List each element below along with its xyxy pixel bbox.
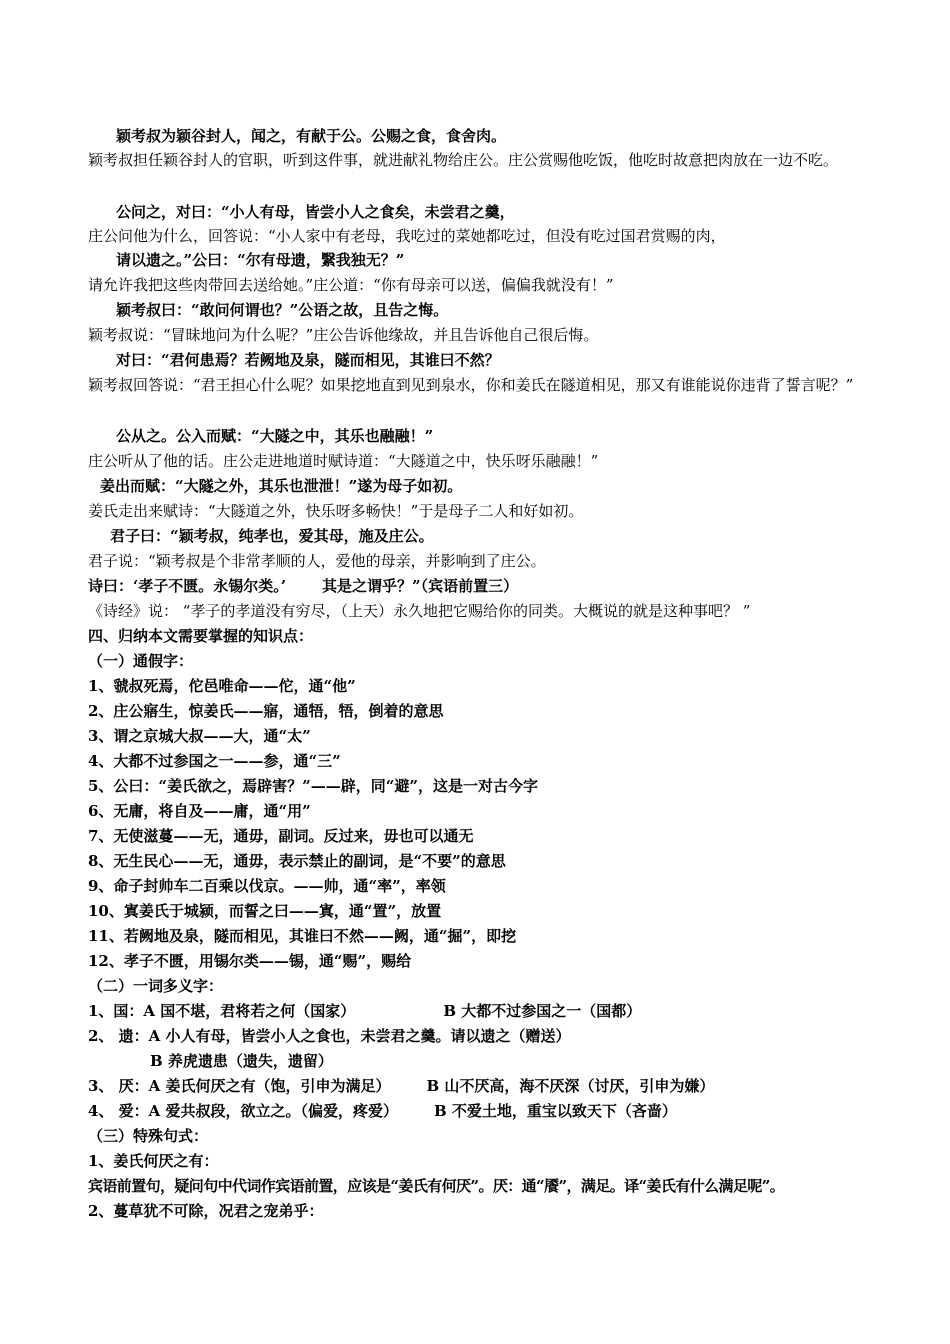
list-item: 7、无使滋蔓——无，通毋，副词。反过来，毋也可以通无 (88, 827, 474, 845)
list-item: 2、庄公寤生，惊姜氏——寤，通牾，牾，倒着的意思 (88, 702, 444, 720)
subsection-title: （一）通假字： (88, 652, 194, 670)
translation-text: 庄公听从了他的话。庄公走进地道时赋诗道：“大隧道之中，快乐呀乐融融！” (88, 452, 599, 470)
translation-text: 颖考叔担任颖谷封人的官职，听到这件事，就进献礼物给庄公。庄公赏赐他吃饭，他吃时故意把肉放在一边不吃。 (88, 151, 839, 169)
classical-text: 对曰：“君何患焉？若阙地及泉，隧而相见，其谁曰不然？ (116, 351, 500, 369)
translation-text: 姜氏走出来赋诗：“大隧道之外，快乐呀多畅快！”于是母子二人和好如初。 (88, 502, 584, 520)
poem-quote: 诗曰：‘孝子不匮。永锡尔类。’ 其是之谓乎？”（宾语前置三） (88, 577, 519, 595)
list-item: 12、孝子不匮，用锡尔类——锡，通“赐”，赐给 (88, 952, 412, 970)
list-item: 1、国：A 国不堪，君将若之何（国家） B 大都不过参国之一（国都） (88, 1002, 642, 1020)
classical-text: 请以遗之。”公曰：“尔有母遗，繄我独无？” (116, 251, 405, 269)
list-item: 1、虢叔死焉，佗邑唯命——佗，通“他” (88, 677, 356, 695)
poem-translation: 《诗经》说： “孝子的孝道没有穷尽，（上天）永久地把它赐给你的同类。大概说的就是这种事吧？ ” (88, 602, 751, 620)
list-item: 11、若阙地及泉，隧而相见，其谁曰不然——阙，通“掘”，即挖 (88, 927, 517, 945)
classical-text: 颖考叔曰：“敢问何谓也？”公语之故，且告之悔。 (116, 301, 449, 319)
list-item: 3、谓之京城大叔——大，通“太” (88, 727, 311, 745)
subsection-title: （二）一词多义字： (88, 977, 224, 995)
section-title: 四、归纳本文需要掌握的知识点： (88, 627, 314, 645)
translation-text: 颖考叔说：“冒昧地问为什么呢？”庄公告诉他缘故，并且告诉他自己很后悔。 (88, 326, 599, 344)
classical-text: 姜出而赋：“大隧之外，其乐也泄泄！”遂为母子如初。 (100, 477, 463, 495)
list-item: 2、 遗：A 小人有母，皆尝小人之食也，未尝君之羹。请以遗之（赠送） (88, 1027, 571, 1045)
classical-text: 公从之。公入而赋：“大隧之中，其乐也融融！” (116, 427, 434, 445)
list-item: 9、命子封帅车二百乘以伐京。——帅，通“率”，率领 (88, 877, 446, 895)
translation-text: 颖考叔回答说：“君王担心什么呢？如果挖地直到见到泉水，你和姜氏在隧道相见，那又有谁能说你违背了誓言呢？” (88, 376, 854, 394)
classical-text: 君子曰：“颖考叔，纯孝也，爱其母，施及庄公。 (110, 527, 434, 545)
list-item: B 养虎遗患（遗失，遗留） (150, 1052, 333, 1070)
list-item: 1、姜氏何厌之有： (88, 1152, 219, 1170)
list-item: 4、大都不过参国之一——参，通“三” (88, 752, 341, 770)
subsection-title: （三）特殊句式： (88, 1127, 209, 1145)
list-item: 4、 爱：A 爱共叔段，欲立之。（偏爱，疼爱） B 不爱土地，重宝以致天下（吝啬） (88, 1102, 677, 1120)
list-item: 6、无庸，将自及——庸，通“用” (88, 802, 311, 820)
translation-text: 庄公问他为什么，回答说：“小人家中有老母，我吃过的菜她都吃过，但没有吃过国君赏赐的肉， (88, 227, 726, 245)
list-item: 8、无生民心——无，通毋，表示禁止的副词，是“不要”的意思 (88, 852, 506, 870)
translation-text: 请允许我把这些肉带回去送给她。”庄公道：“你有母亲可以送，偏偏我就没有！” (88, 276, 614, 294)
classical-text: 颖考叔为颖谷封人，闻之，有献于公。公赐之食，食舍肉。 (116, 127, 507, 145)
list-item: 宾语前置句，疑问句中代词作宾语前置，应该是“姜氏有何厌”。厌：通“餍”，满足。译“姜氏有什么满足呢”。 (88, 1177, 785, 1195)
list-item: 5、公曰：“姜氏欲之，焉辟害？”——辟，同“避”，这是一对古今字 (88, 777, 538, 795)
list-item: 10、寘姜氏于城颍，而誓之曰——寘，通“置”，放置 (88, 902, 442, 920)
translation-text: 君子说：“颖考叔是个非常孝顺的人，爱他的母亲，并影响到了庄公。 (88, 552, 546, 570)
classical-text: 公问之，对曰：“小人有母，皆尝小人之食矣，未尝君之羹， (116, 203, 515, 221)
list-item: 3、 厌：A 姜氏何厌之有（饱，引申为满足） B 山不厌高，海不厌深（讨厌，引申为嫌） (88, 1077, 715, 1095)
list-item: 2、蔓草犹不可除，况君之宠弟乎： (88, 1202, 324, 1220)
